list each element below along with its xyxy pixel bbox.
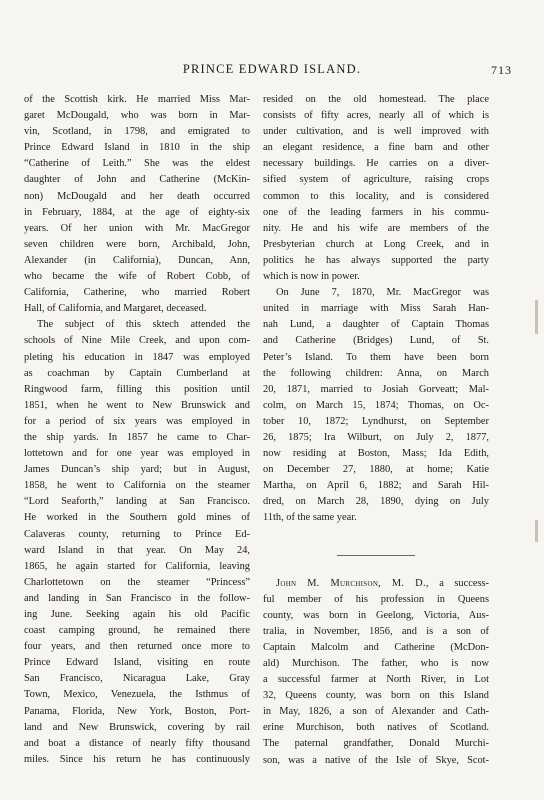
lead-text: a success- bbox=[428, 577, 490, 589]
macgregor-continuation bbox=[263, 92, 489, 527]
text-line: daughter of John and Catherine (McKin- bbox=[24, 174, 250, 186]
text-line: nah Lund, a daughter of Captain Thomas bbox=[263, 319, 489, 331]
text-line: and landing in San Francisco in the follow- bbox=[24, 592, 250, 604]
text-line: who became the wife of Robert Cobb, of bbox=[24, 271, 250, 283]
text-line: San Francisco, Nicaragua Lake, Gray bbox=[24, 673, 250, 685]
text-line: for a period of six years was employed in bbox=[24, 415, 250, 427]
text-line: James Duncan’s ship yard; but in August, bbox=[24, 464, 250, 476]
text-line: and Catherine (Bridges) Lund, of St. bbox=[263, 335, 489, 347]
text-line: 32, Queens county, was born on this Island bbox=[263, 690, 489, 702]
text-line: Martha, on April 6, 1882; and Sarah Hil- bbox=[263, 480, 489, 492]
text-line: miles. Since his return he has continuously bbox=[24, 753, 250, 765]
text-line: as coachman by Captain Cumberland at bbox=[24, 367, 250, 379]
text-line: schools of Nine Mile Creek, and upon com- bbox=[24, 335, 250, 347]
text-line: Presbyterian church at Long Creek, and in bbox=[263, 238, 489, 250]
text-line: 26, 1875; Ira Wilburt, on July 2, 1877, bbox=[263, 431, 489, 443]
text-line: years. Of her union with Mr. MacGregor bbox=[24, 222, 250, 234]
text-line: Prince Edward Island, visiting en route bbox=[24, 657, 250, 669]
text-line: under cultivation, and is well improved with bbox=[263, 126, 489, 138]
text-line: California, Catherine, who married Robert bbox=[24, 287, 250, 299]
text-line: on December 27, 1880, at home; Katie bbox=[263, 464, 489, 476]
text-line: “Lord Seaforth,” landing at San Francisco. bbox=[24, 496, 250, 508]
murchison-lines bbox=[263, 592, 489, 769]
text-line bbox=[263, 576, 489, 592]
text-line: and boat a distance of nearly fifty thousand bbox=[24, 737, 250, 749]
text-line: vin, Scotland, in 1798, and emigrated to bbox=[24, 126, 250, 138]
text-line: Hall, of California, and Margaret, deceased. bbox=[24, 303, 207, 315]
text-line: pleting his education in 1847 was employed bbox=[24, 351, 250, 363]
text-line: united in marriage with Miss Sarah Han- bbox=[263, 303, 489, 315]
text-line: tralia, in November, 1856, and is a son of bbox=[263, 625, 489, 637]
text-line: lottetown and for one year was employed in bbox=[24, 448, 250, 460]
text-line: garet McDougald, who was born in Mar- bbox=[24, 110, 250, 122]
text-line: Town, Mexico, Venezuela, the Isthmus of bbox=[24, 689, 250, 701]
text-line: 20, 1871, married to Josiah Gorveatt; Mal- bbox=[263, 383, 489, 395]
text-line: sified system of agriculture, raising crops bbox=[263, 174, 489, 186]
text-line: ward Island in that year. On May 24, bbox=[24, 544, 250, 556]
scan-edge-mark bbox=[535, 520, 538, 542]
text-line: four years, and then returned once more to bbox=[24, 641, 250, 653]
text-line: non) McDougald and her death occurred bbox=[24, 190, 250, 202]
text-line: The subject of this sktech attended the bbox=[37, 319, 250, 331]
text-line: politics he has always supported the party bbox=[263, 254, 489, 266]
text-line: in May, 1826, a son of Alexander and Cath- bbox=[263, 706, 489, 718]
running-title: PRINCE EDWARD ISLAND. bbox=[182, 62, 362, 76]
text-line: necessary buildings. He carries on a diver- bbox=[263, 158, 489, 170]
text-line: He worked in the Southern gold mines of bbox=[24, 512, 250, 524]
subject-name: John M. Murchison, M. D., bbox=[276, 577, 429, 589]
text-line: of the Scottish kirk. He married Miss Mar- bbox=[24, 94, 250, 105]
text-line: son, was a native of the Isle of Skye, Scot- bbox=[263, 754, 489, 766]
text-line: a successful farmer at North River, in Lot bbox=[263, 674, 489, 686]
text-line: 11th, of the same year. bbox=[263, 512, 357, 524]
text-line: common to this locality, and is considered bbox=[263, 190, 489, 202]
text-line: seven children were born, Archibald, John, bbox=[24, 238, 250, 250]
page-header bbox=[20, 62, 524, 78]
text-line: 1858, he went to California on the steamer bbox=[24, 480, 250, 492]
text-line: which is now in power. bbox=[263, 271, 360, 283]
text-line: Prince Edward Island in 1810 in the ship bbox=[24, 142, 250, 154]
text-line: land and New Brunswick, covering by rail bbox=[24, 721, 250, 733]
right-column bbox=[263, 92, 489, 769]
text-line: resided on the old homestead. The place bbox=[263, 94, 489, 105]
text-line: Captain Malcolm and Catherine (McDon- bbox=[263, 641, 489, 653]
text-line: now residing at Boston, Mass; Ida Edith, bbox=[263, 448, 489, 460]
page-number: 713 bbox=[491, 63, 512, 77]
text-line: in February, 1884, at the age of eighty-six bbox=[24, 206, 250, 218]
text-line: erine Murchison, both natives of Scotland. bbox=[263, 722, 489, 734]
section-divider bbox=[337, 555, 415, 556]
text-line: Charlottetown on the steamer “Princess” bbox=[24, 576, 250, 588]
text-line: On June 7, 1870, Mr. MacGregor was bbox=[276, 287, 489, 299]
text-line: ful member of his profession in Queens bbox=[263, 593, 489, 605]
text-line: ald) Murchison. The father, who is now bbox=[263, 658, 489, 669]
murchison-biography bbox=[263, 576, 489, 769]
text-line: Ringwood farm, filling this position until bbox=[24, 383, 250, 395]
text-line: “Catherine of Leith.” She was the eldest bbox=[24, 158, 250, 170]
text-line: The paternal grandfather, Donald Murchi- bbox=[263, 738, 489, 750]
text-line: tober 10, 1872; Lyndhurst, on September bbox=[263, 415, 489, 427]
text-line: 1865, he again started for California, leaving bbox=[24, 560, 250, 572]
text-line: dred, on March 28, 1890, dying on July bbox=[263, 496, 489, 508]
scan-edge-mark bbox=[535, 300, 538, 334]
text-line: Alexander (in California), Duncan, Ann, bbox=[24, 254, 250, 266]
text-line: county, was born in Geelong, Victoria, Aus- bbox=[263, 609, 489, 621]
text-line: ing June. Seeking again his old Pacific bbox=[24, 609, 250, 620]
text-line: Calaveras county, returning to Prince Ed- bbox=[24, 528, 250, 540]
text-line: an elegant residence, a fine barn and other bbox=[263, 142, 489, 154]
text-line: one of the leading farmers in his commu- bbox=[263, 206, 489, 218]
text-line: Panama, Florida, New York, Boston, Port- bbox=[24, 705, 250, 717]
text-line: coast camping ground, he remained there bbox=[24, 625, 250, 637]
text-line: 1851, when he went to New Brunswick and bbox=[24, 399, 250, 411]
text-line: Peter’s Island. To them have been born bbox=[263, 351, 489, 363]
left-column bbox=[24, 92, 250, 768]
text-line: nity. He and his wife are members of the bbox=[263, 222, 489, 234]
text-line: colm, on March 15, 1874; Thomas, on Oc- bbox=[263, 399, 489, 411]
text-line: the ship yards. In 1857 he came to Char- bbox=[24, 431, 250, 443]
text-line: the following children: Anna, on March bbox=[263, 367, 489, 379]
text-line: consists of fifty acres, nearly all of which is bbox=[263, 110, 489, 122]
